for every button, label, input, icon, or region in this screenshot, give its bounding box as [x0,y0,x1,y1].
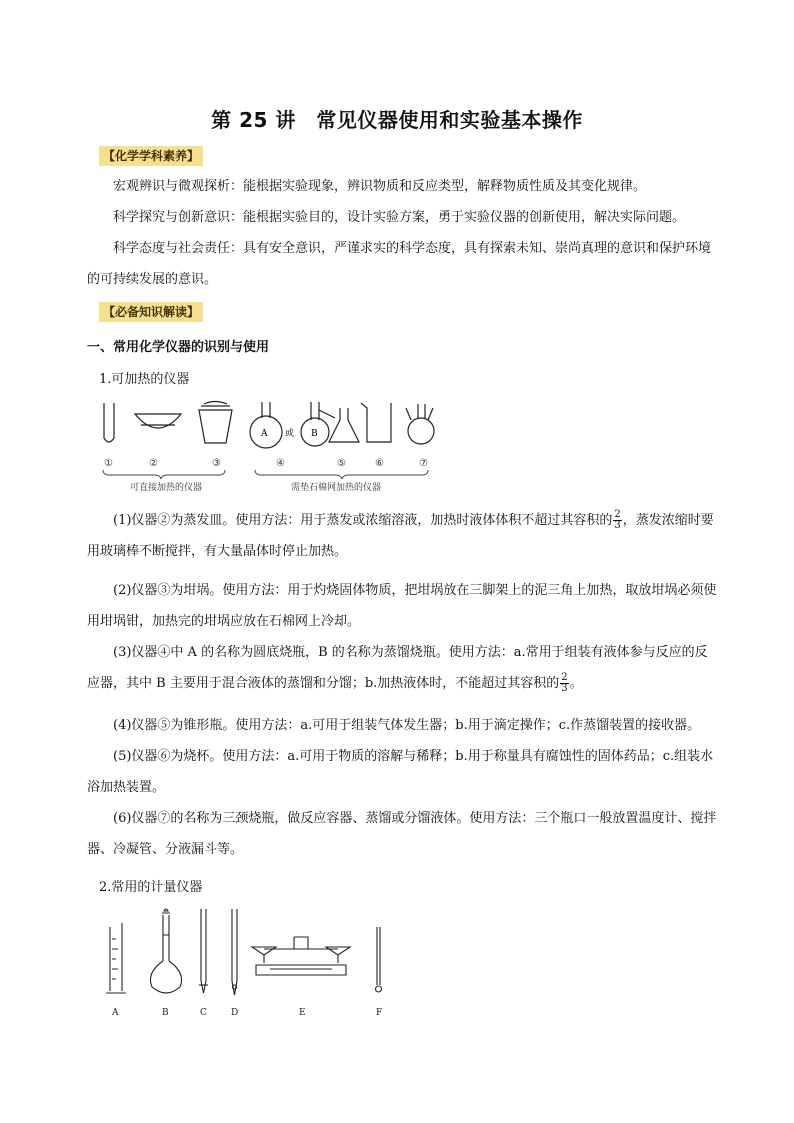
instrument-number: ③ [212,458,221,469]
fraction-denominator: 3 [561,683,568,694]
flask-b-label: B [311,429,318,439]
paragraph-3 [87,637,719,699]
paragraph-3-text-b: 。 [569,676,583,691]
instrument-number: ⑤ [337,458,346,469]
paragraph-1-text-b: ，蒸发浓缩时要用玻璃棒不断搅拌，有大量晶体时停止加热。 [87,513,714,559]
beaker-icon [361,403,391,442]
round-bottom-flask-icon [250,402,282,448]
burette-alt-icon [232,909,237,995]
fraction-numerator: 2 [614,509,621,520]
instrument-label-d: D [231,1008,239,1018]
fraction-numerator: 2 [561,672,568,683]
fraction-two-thirds [613,510,621,531]
page-title: 第 25 讲 常见仪器使用和实验基本操作 [211,108,583,132]
subheading-heatable: 1.可加热的仪器 [99,372,190,387]
or-label: 或 [285,429,295,439]
instrument-label-a: A [112,1008,119,1018]
paragraph-3-text-a: (3)仪器④中 A 的名称为圆底烧瓶，B 的名称为蒸馏烧瓶。使用方法：a.常用于组装有液体参与反应的反应器，其中 B 主要用于混合液体的蒸馏和分馏；b.加热液体时，不能超过其容积的 [87,645,708,691]
group-brackets [103,470,428,479]
burette-icon [199,909,208,993]
flask-a-label: A [261,429,268,439]
instrument-number: ② [149,458,158,469]
instrument-label-c: C [200,1008,207,1018]
paragraph-5: (5)仪器⑥为烧杯。使用方法：a.可用于物质的溶解与稀释；b.用于称量具有腐蚀性的固体药品；c.组装水浴加热装置。 [87,749,714,795]
direct-heat-label: 可直接加热的仪器 [130,483,203,493]
section-heading-1: 一、常用化学仪器的识别与使用 [87,340,270,355]
literacy-item-1: 宏观辨识与微观探析：能根据实验现象，辨识物质和反应类型，解释物质性质及其变化规律。 [113,179,647,194]
instrument-label-e: E [299,1008,306,1018]
paragraph-2: (2)仪器③为坩埚。使用方法：用于灼烧固体物质，把坩埚放在三脚架上的泥三角上加热，取放坩埚必须使用坩埚钳，加热完的坩埚应放在石棉网上冷却。 [87,583,717,629]
instrument-label-b: B [162,1008,169,1018]
crucible-icon [199,402,232,444]
paragraph-1 [87,505,719,567]
subheading-measuring: 2.常用的计量仪器 [99,880,203,895]
paragraph-6: (6)仪器⑦的名称为三颈烧瓶，做反应容器、蒸馏或分馏液体。使用方法：三个瓶口一般放置温度计、搅拌器、冷凝管、分液漏斗等。 [87,811,717,857]
conical-flask-icon [329,408,359,442]
literacy-item-2: 科学探究与创新意识：能根据实验目的，设计实验方案，勇于实验仪器的创新使用，解决实际问题。 [113,210,686,225]
instrument-label-f: F [376,1008,383,1018]
paragraph-4: (4)仪器⑤为锥形瓶。使用方法：a.可用于组装气体发生器；b.用于滴定操作；c.作蒸馏装置的接收器。 [113,718,701,733]
graduated-cylinder-icon [106,923,126,993]
section-tag-literacy: 【化学学科素养】 [99,146,203,166]
section-tag-knowledge: 【必备知识解读】 [99,302,203,322]
measuring-instruments-figure [100,905,400,1020]
thermometer-icon [376,927,382,992]
fraction-denominator: 3 [614,520,621,531]
fraction-two-thirds [560,673,568,694]
balance-icon [252,937,350,975]
instrument-number: ⑦ [419,458,428,469]
evaporating-dish-icon [135,414,181,428]
instrument-number: ④ [276,458,285,469]
three-neck-flask-icon [406,404,434,444]
paragraph-1-text-a: (1)仪器②为蒸发皿。使用方法：用于蒸发或浓缩溶液，加热时液体体积不超过其容积的 [113,513,613,528]
literacy-item-3: 科学态度与社会责任：具有安全意识，严谨求实的科学态度，具有探索未知、崇尚真理的意识和保护环境的可持续发展的意识。 [87,241,712,287]
test-tube-icon [104,403,114,442]
heatable-instruments-figure [95,398,455,498]
mesh-heat-label: 需垫石棉网加热的仪器 [291,483,382,493]
instrument-number: ⑥ [375,458,384,469]
volumetric-flask-icon [150,909,181,993]
instrument-number: ① [104,458,113,469]
